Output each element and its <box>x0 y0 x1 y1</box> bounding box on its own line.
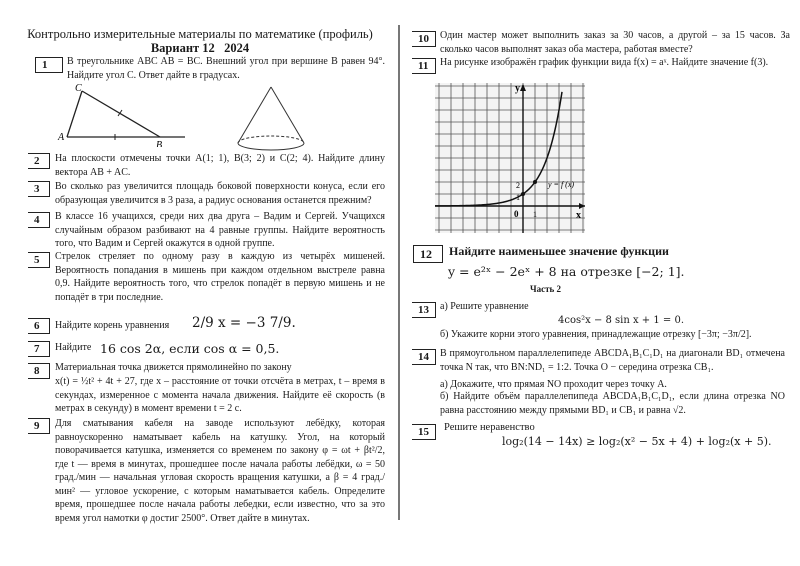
exponential-graph <box>435 83 585 233</box>
task-number-11: 11 <box>412 58 436 74</box>
task-12-text: Найдите наименьшее значение функции <box>449 244 669 258</box>
task-8-intro: Материальная точка движется прямолинейно по закону <box>55 362 292 373</box>
task-6-formula: 2/9 x = −3 7/9. <box>192 315 296 331</box>
y-tick-2-label: 2 <box>516 181 520 190</box>
task-number-7: 7 <box>28 341 50 357</box>
origin-label: 0 <box>514 209 519 219</box>
y-tick-1-label: 1 <box>516 193 520 202</box>
task-4-text: В классе 16 учащихся, среди них два друга – Вадим и Сергей. Учащихся случайным образом разбивают на 4 равные группы. Найдите вероятность того, что Вадим и Сергей окажутся в одной группе. <box>55 211 385 249</box>
vertex-a-label: A <box>58 132 65 143</box>
point-1-2 <box>533 180 537 184</box>
task-15-text: Решите неравенство <box>444 422 535 433</box>
task-10-text: Один мастер может выполнить заказ за 30 часов, а другой – за 15 часов. За сколько часов выполнят заказ оба мастера, работая вместе? <box>440 30 790 55</box>
x-axis-label: x <box>576 210 581 221</box>
task-6-text: Найдите корень уравнения <box>55 320 170 331</box>
task-14-part-a: а) Докажите, что прямая NO проходит через точку A. <box>440 379 667 390</box>
x-tick-1-label: 1 <box>533 210 537 219</box>
task-11-text: На рисунке изображён график функции вида f(x) = aˣ. Найдите значение f(3). <box>440 57 769 68</box>
task-number-1: 1 <box>35 57 63 73</box>
task-13-part-a: а) Решите уравнение <box>440 301 529 312</box>
task-13-part-b: б) Укажите корни этого уравнения, принадлежащие отрезку [−3π; −3π/2]. <box>440 329 752 340</box>
task-13-formula: 4cos²x − 8 sin x + 1 = 0. <box>558 315 685 326</box>
task-number-12: 12 <box>413 245 443 263</box>
task-number-2: 2 <box>28 153 50 169</box>
task-14-part-b: б) Найдите объём параллелепипеда ABCDA₁B₁C₁D₁, если длина отрезка NO равна расстоянию между прямыми BD₁ и CB₁ и равна √2. <box>440 391 785 416</box>
task-number-13: 13 <box>412 302 436 318</box>
point-0-1 <box>521 192 525 196</box>
curve-label: y = f (x) <box>548 180 575 189</box>
vertex-c-label: C <box>75 83 82 94</box>
task-9-text: Для сматывания кабеля на заводе используют лебёдку, которая равноускоренно наматывает кабель на катушку. Угол, на который поворачивается катушка, изменяется со временем по закону φ = ωt + βt²/2, где t — время в минутах, прошедшее после начала работы лебёдки, ω = 50 град./мин — начальная угловая скорость вращения катушки, а β = 4 град./мин² — угловое ускорение, с которым наматывается кабель. Определите время, прошедшее после начала работы лебедки, если известно, что за это время угол намотки φ достиг 2500°. Ответ дайте в минутах. <box>55 418 385 524</box>
task-3-text: Во сколько раз увеличится площадь боковой поверхности конуса, если его образующая увеличится в 3 раза, а радиус основания останется прежним? <box>55 181 385 206</box>
task-number-6: 6 <box>28 318 50 334</box>
vertex-b-label: B <box>156 140 163 147</box>
column-divider <box>398 25 400 520</box>
task-7-formula: 16 cos 2α, если cos α = 0,5. <box>100 341 280 356</box>
task-number-9: 9 <box>28 418 50 434</box>
cone-figure <box>230 85 310 155</box>
variant-title: Вариант 12 2024 <box>150 41 250 55</box>
task-15-formula: log₂(14 − 14x) ≥ log₂(x² − 5x + 4) + log₂(x + 5). <box>502 435 772 448</box>
task-12-formula: y = e²ˣ − 2eˣ + 8 на отрезке [−2; 1]. <box>448 264 685 279</box>
task-5-text: Стрелок стреляет по одному разу в каждую из четырёх мишеней. Вероятность попадания в мишень при каждом отдельном выстреле равна 0,9. Найдите вероятность того, что стрелок попадёт в первую мишень и не попадёт в три последние. <box>55 251 385 303</box>
y-axis-label: y <box>515 83 520 94</box>
task-1-text: В треугольнике ABC AB = BC. Внешний угол при вершине B равен 94°. Найдите угол C. Ответ дайте в градусах. <box>67 56 385 81</box>
task-number-15: 15 <box>412 424 436 440</box>
task-number-8: 8 <box>28 363 50 379</box>
task-number-5: 5 <box>28 252 50 268</box>
task-14-text: В прямоугольном параллелепипеде ABCDA₁B₁C₁D₁ на диагонали BD₁ отмечена точка N так, что BN:ND₁ = 1:2. Точка O − середина отрезка CB₁. <box>440 348 785 373</box>
task-number-4: 4 <box>28 212 50 228</box>
task-2-text: На плоскости отмечены точки A(1; 1), B(3; 2) и C(2; 4). Найдите длину вектора AB + AC. <box>55 153 385 178</box>
task-8-text: x(t) = ½t² + 4t + 27, где x – расстояние от точки отсчёта в метрах, t – время в секундах, измеренное с момента начала движения. Найдите её скорость (в метрах в секунду) в момент времени t = 2 с. <box>55 376 385 414</box>
part-2-heading: Часть 2 <box>530 284 562 294</box>
document-title: Контрольно измерительные материалы по математике (профиль) <box>27 27 373 41</box>
task-number-10: 10 <box>412 31 436 47</box>
task-number-14: 14 <box>412 349 436 365</box>
triangle-figure <box>55 82 195 147</box>
task-7-text: Найдите <box>55 342 92 353</box>
task-number-3: 3 <box>28 181 50 197</box>
